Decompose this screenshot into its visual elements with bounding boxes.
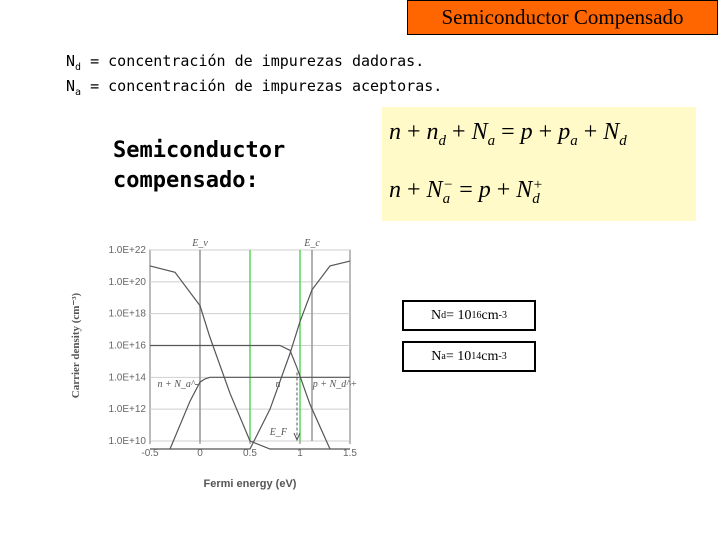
ionized-neutrality-equation: $n + N_a^- = p + N_d^+$ [389,177,543,207]
x-axis-title: Fermi energy (eV) [203,478,297,490]
ec-label: E_c [304,238,320,249]
x-tick-label: 1 [297,448,303,459]
y-tick-label: 1.0E+20 [108,276,146,288]
y-tick-label: 1.0E+18 [108,308,146,320]
definition-na [66,77,442,98]
x-tick-label: 0.5 [243,448,257,459]
annotation-left: n + N_a^- [157,378,199,390]
ev-label: E_v [192,238,208,249]
charge-neutrality-equation: $n + n_d + N_a = p + p_a + N_d$ [389,119,627,149]
definition-symbol: N [66,52,76,70]
ef-label: E_F [269,427,287,438]
conc-exponent: 16 [471,310,482,321]
y-tick-label: 1.0E+14 [108,372,146,384]
definition-subscript: a [75,87,82,98]
compensated-heading [113,136,285,196]
page-title [407,0,718,35]
y-tick-label: 1.0E+16 [108,340,146,352]
y-tick-label: 1.0E+12 [108,404,146,416]
carrier-density-chart [60,230,380,500]
conc-unit: cm [481,307,499,323]
y-axis-title: Carrier density (cm⁻³) [70,292,82,399]
definition-subscript: d [75,62,82,73]
conc-unit-exponent: -3 [498,310,507,321]
conc-value: = 10 [446,307,472,323]
y-tick-label: 1.0E+10 [108,436,146,447]
conc-unit-exponent: -3 [498,351,507,362]
definition-nd [66,52,424,73]
x-tick-label: -0.5 [141,448,159,459]
page-title-text: Semiconductor Compensado [441,5,684,29]
annotation-middle: n [275,378,281,390]
conc-symbol: N [431,307,442,323]
conc-exponent: 14 [471,351,482,362]
conc-value: = 10 [445,348,472,364]
nd-concentration-box [402,300,536,331]
definition-text: = concentración de impurezas dadoras. [81,52,425,70]
definition-symbol: N [66,77,76,95]
equation-panel [382,107,696,221]
heading-line-2: compensado: [113,168,259,193]
conc-subscript: a [441,351,446,362]
x-tick-label: 0 [197,448,203,459]
x-tick-label: 1.5 [343,448,357,459]
conc-subscript: d [441,310,447,321]
definition-text: = concentración de impurezas aceptoras. [81,77,443,95]
y-tick-label: 1.0E+22 [108,245,146,256]
heading-line-1: Semiconductor [113,138,286,163]
conc-unit: cm [481,348,499,364]
annotation-right: p + N_d^+ [312,378,358,390]
conc-symbol: N [431,348,442,364]
na-concentration-box [402,341,536,372]
